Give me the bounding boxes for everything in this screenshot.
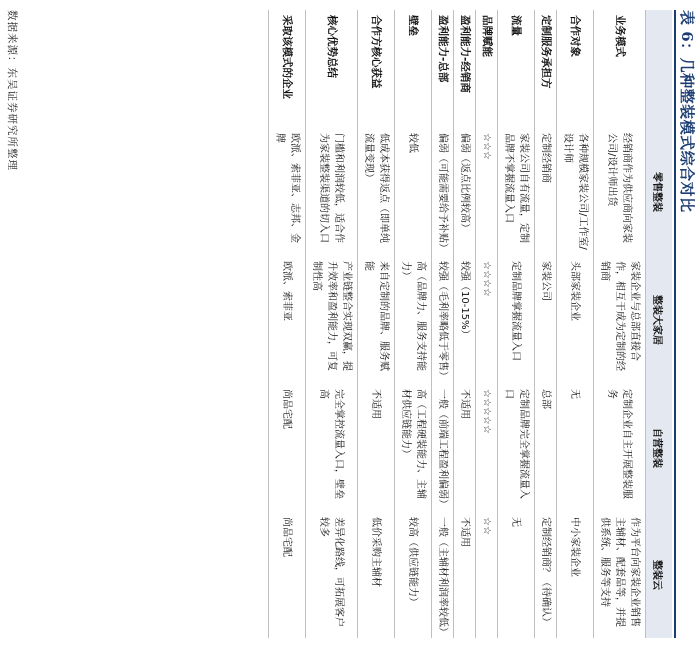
row-label: 盈利能力-经销商 bbox=[454, 10, 476, 128]
table-cell: ☆☆ bbox=[476, 512, 498, 638]
header-row bbox=[646, 10, 673, 638]
row-label: 盈利能力-总部 bbox=[432, 10, 454, 128]
table-cell: 尚品宅配 bbox=[269, 512, 306, 638]
table-cell: 欧派、索菲亚 bbox=[269, 256, 306, 384]
table-cell: 家装公司 bbox=[535, 256, 557, 384]
table-cell: 定制经销商 bbox=[535, 128, 557, 256]
table-cell: 头部家装企业 bbox=[557, 256, 594, 384]
table-cell: 中小家装企业 bbox=[557, 512, 594, 638]
table-cell: 较高（供应链能力） bbox=[395, 512, 432, 638]
table-cell: 偏弱（返点比例较高） bbox=[454, 128, 476, 256]
table-cell: ☆☆☆☆☆ bbox=[476, 384, 498, 512]
table-cell: 尚品宅配 bbox=[269, 384, 306, 512]
table-cell: ☆☆☆ bbox=[476, 128, 498, 256]
table-cell: 家装企业与总部直接合作，相互干成为定制的经销商 bbox=[594, 256, 646, 384]
table-cell: 较低 bbox=[395, 128, 432, 256]
table-cell: 高（工程硬装能力、主辅材供应链能力） bbox=[395, 384, 432, 512]
table-cell: 总部 bbox=[535, 384, 557, 512]
row-label: 定制服务承担方 bbox=[535, 10, 557, 128]
table-cell: 经销商作为供应商向家装公司/设计师出货 bbox=[594, 128, 646, 256]
table-cell: 偏弱（可能需要给予补贴） bbox=[432, 128, 454, 256]
table-cell: 完全掌控流量入口，壁垒高 bbox=[306, 384, 358, 512]
header-cell: 零售整装 bbox=[646, 128, 673, 256]
table-cell: 不适用 bbox=[454, 512, 476, 638]
title-rule bbox=[674, 10, 676, 638]
table-cell: 家装公司自有流量，定制品牌不掌握流量入口 bbox=[498, 128, 535, 256]
table-cell: 门槛和利润较低，适合作为家装整装渠道的切入口 bbox=[306, 128, 358, 256]
table-row bbox=[432, 10, 454, 638]
table-row bbox=[395, 10, 432, 638]
table-cell: 作为平台向家装企业销售主辅材、配套品等，并提供系统、服务等支持 bbox=[594, 512, 646, 638]
table-cell: 定制企业自主开展整装服务 bbox=[594, 384, 646, 512]
table-row bbox=[358, 10, 395, 638]
table-cell: 不适用 bbox=[454, 384, 476, 512]
row-label: 合作对象 bbox=[557, 10, 594, 128]
table-cell: 差异化路线，可拓展客户较多 bbox=[306, 512, 358, 638]
table-cell: 欧派、索菲亚、志邦、金牌 bbox=[269, 128, 306, 256]
table-cell: 产业链整合实现双赢，提升效率和盈利能力，可复制性高 bbox=[306, 256, 358, 384]
table-cell: 一般（前端工程盈利偏弱） bbox=[432, 384, 454, 512]
table-cell: 无 bbox=[498, 512, 535, 638]
table-cell: 较强（毛利率略低于零售） bbox=[432, 256, 454, 384]
table-cell: ☆☆☆☆ bbox=[476, 256, 498, 384]
table-cell: 不适用 bbox=[358, 384, 395, 512]
table-row bbox=[454, 10, 476, 638]
header-cell bbox=[646, 10, 673, 128]
table-cell: 低价采购主辅材 bbox=[358, 512, 395, 638]
table-row bbox=[557, 10, 594, 638]
table-cell: 来自定制的品牌、服务赋能 bbox=[358, 256, 395, 384]
table-row bbox=[306, 10, 358, 638]
table-cell: 定制品牌掌握流量入口 bbox=[498, 256, 535, 384]
table-row bbox=[269, 10, 306, 638]
table-row bbox=[498, 10, 535, 638]
table-cell: 一般（主辅材利润率较低） bbox=[432, 512, 454, 638]
table-row bbox=[594, 10, 646, 638]
header-cell: 整装云 bbox=[646, 512, 673, 638]
table-cell: 较强（10-15%） bbox=[454, 256, 476, 384]
row-label: 壁垒 bbox=[395, 10, 432, 128]
table-cell: 无 bbox=[557, 384, 594, 512]
table-cell: 定制品牌完全掌握流量入口 bbox=[498, 384, 535, 512]
table-cell: 低成本获得返点（即单纯流量变现） bbox=[358, 128, 395, 256]
table-cell: 定制经销商？（待确认） bbox=[535, 512, 557, 638]
table-title: 表 6：几种整装模式综合对比 bbox=[678, 10, 696, 213]
comparison-table bbox=[268, 10, 672, 638]
row-label: 品牌赋能 bbox=[476, 10, 498, 128]
table-cell: 各种规模家装公司/工作室/设计师 bbox=[557, 128, 594, 256]
row-label: 采取该模式的企业 bbox=[269, 10, 306, 128]
table-row bbox=[476, 10, 498, 638]
row-label: 合作方核心获益 bbox=[358, 10, 395, 128]
header-cell: 整装大家居 bbox=[646, 256, 673, 384]
header-cell: 自营整装 bbox=[646, 384, 673, 512]
table-cell: 高（品牌力、服务支持能力） bbox=[395, 256, 432, 384]
data-source-note: 数据来源：东吴证券研究所整理 bbox=[6, 10, 18, 171]
row-label: 业务模式 bbox=[594, 10, 646, 128]
row-label: 核心优势总结 bbox=[306, 10, 358, 128]
row-label: 流量 bbox=[498, 10, 535, 128]
table-row bbox=[535, 10, 557, 638]
